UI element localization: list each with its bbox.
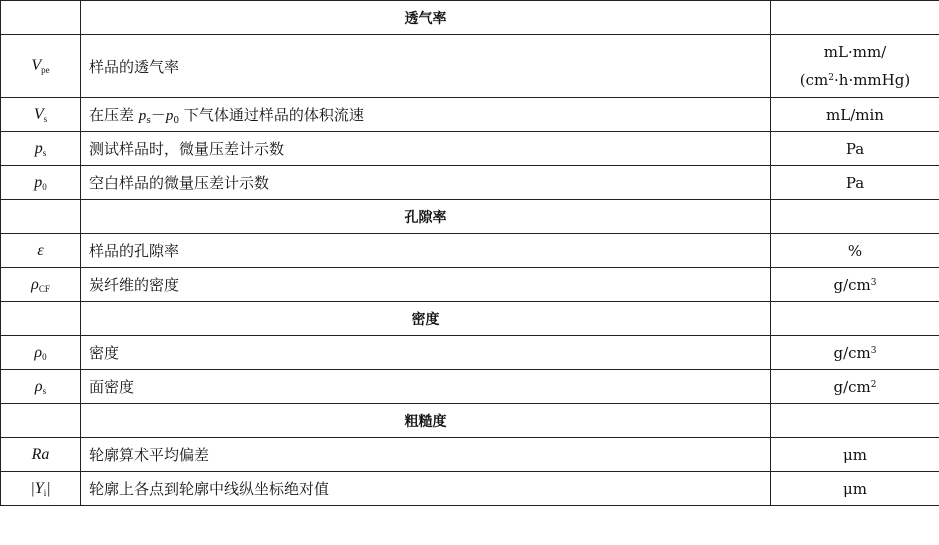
unit-cell: Pa	[771, 166, 939, 200]
unit-cell: %	[771, 234, 939, 268]
empty-cell	[1, 200, 81, 234]
symbol-text: ρ	[31, 275, 39, 293]
unit-text: g/cm	[833, 275, 871, 294]
table-row-rhocf	[1, 268, 939, 302]
symbol-subscript: s	[43, 113, 48, 124]
unit-superscript: 2	[828, 73, 835, 83]
unit-text: ·h·mmHg)	[834, 71, 911, 89]
table-row-p0	[1, 166, 939, 200]
table-row-rho0	[1, 336, 939, 370]
unit-text: g/cm	[833, 377, 871, 396]
section-row-density	[1, 302, 939, 336]
empty-cell	[1, 1, 81, 35]
symbol-text: V	[33, 105, 44, 123]
symbol-cell	[1, 234, 81, 268]
desc-subscript: s	[146, 115, 151, 126]
empty-cell	[771, 302, 939, 336]
section-title-density: 密度	[81, 302, 771, 336]
unit-superscript: 2	[870, 379, 877, 390]
desc-variable: p	[165, 107, 174, 124]
symbol-cell	[1, 98, 81, 132]
description-cell: 面密度	[81, 370, 771, 404]
symbol-text: p	[34, 173, 43, 191]
description-cell: 炭纤维的密度	[81, 268, 771, 302]
unit-line-1: mL·mm/	[823, 43, 887, 61]
section-title-permeability: 透气率	[81, 1, 771, 35]
symbol-text: V	[31, 57, 42, 74]
symbol-cell	[1, 166, 81, 200]
symbol-text: ρ	[34, 377, 43, 395]
description-cell: 轮廓上各点到轮廓中线纵坐标绝对值	[81, 472, 771, 506]
desc-variable: p	[138, 107, 147, 124]
description-cell: 样品的透气率	[81, 35, 771, 98]
description-cell: 样品的孔隙率	[81, 234, 771, 268]
unit-cell	[771, 336, 939, 370]
table-row-vs	[1, 98, 939, 132]
symbol-subscript: s	[42, 147, 47, 158]
section-title-porosity: 孔隙率	[81, 200, 771, 234]
empty-cell	[771, 404, 939, 438]
description-cell	[81, 98, 771, 132]
unit-superscript: 3	[870, 345, 877, 356]
symbol-cell	[1, 370, 81, 404]
symbol-text: |	[46, 479, 51, 497]
table-row-yi	[1, 472, 939, 506]
unit-superscript: 3	[870, 277, 877, 288]
empty-cell	[771, 200, 939, 234]
unit-text: g/cm	[833, 343, 871, 362]
section-row-porosity	[1, 200, 939, 234]
symbol-cell	[1, 268, 81, 302]
empty-cell	[771, 1, 939, 35]
symbol-subscript: 0	[42, 351, 47, 362]
description-cell: 密度	[81, 336, 771, 370]
table-row-ra	[1, 438, 939, 472]
unit-cell	[771, 268, 939, 302]
symbol-subscript: 0	[42, 181, 47, 192]
symbol-subscript: s	[42, 385, 47, 396]
symbol-subscript: pe	[41, 65, 50, 75]
symbol-cell	[1, 472, 81, 506]
unit-cell	[771, 370, 939, 404]
empty-cell	[1, 302, 81, 336]
desc-text: 下气体通过样品的体积流速	[179, 105, 364, 124]
table-row-epsilon	[1, 234, 939, 268]
symbol-text: p	[34, 139, 43, 157]
section-row-permeability	[1, 1, 939, 35]
symbol-cell	[1, 35, 81, 98]
desc-text: 在压差	[89, 105, 139, 124]
symbol-cell	[1, 132, 81, 166]
symbol-text: ρ	[34, 343, 43, 361]
unit-cell: mL/min	[771, 98, 939, 132]
desc-text: －	[150, 105, 166, 124]
unit-line-2	[779, 65, 931, 93]
unit-cell	[771, 35, 939, 98]
section-row-roughness	[1, 404, 939, 438]
table-row-ps	[1, 132, 939, 166]
symbol-text: ε	[37, 241, 44, 259]
symbol-subscript: CF	[38, 283, 50, 294]
symbol-subscript: i	[43, 487, 47, 498]
unit-text: (cm	[799, 71, 829, 89]
symbol-cell	[1, 336, 81, 370]
table-row-rhos	[1, 370, 939, 404]
description-cell: 测试样品时，微量压差计示数	[81, 132, 771, 166]
unit-cell: μm	[771, 472, 939, 506]
symbol-text: |Y	[30, 479, 44, 497]
section-title-roughness: 粗糙度	[81, 404, 771, 438]
symbol-cell: Ra	[1, 438, 81, 472]
description-cell: 空白样品的微量压差计示数	[81, 166, 771, 200]
table-row-vpe	[1, 35, 939, 98]
unit-cell: Pa	[771, 132, 939, 166]
desc-subscript: 0	[173, 115, 180, 126]
empty-cell	[1, 404, 81, 438]
description-cell: 轮廓算术平均偏差	[81, 438, 771, 472]
unit-cell: μm	[771, 438, 939, 472]
